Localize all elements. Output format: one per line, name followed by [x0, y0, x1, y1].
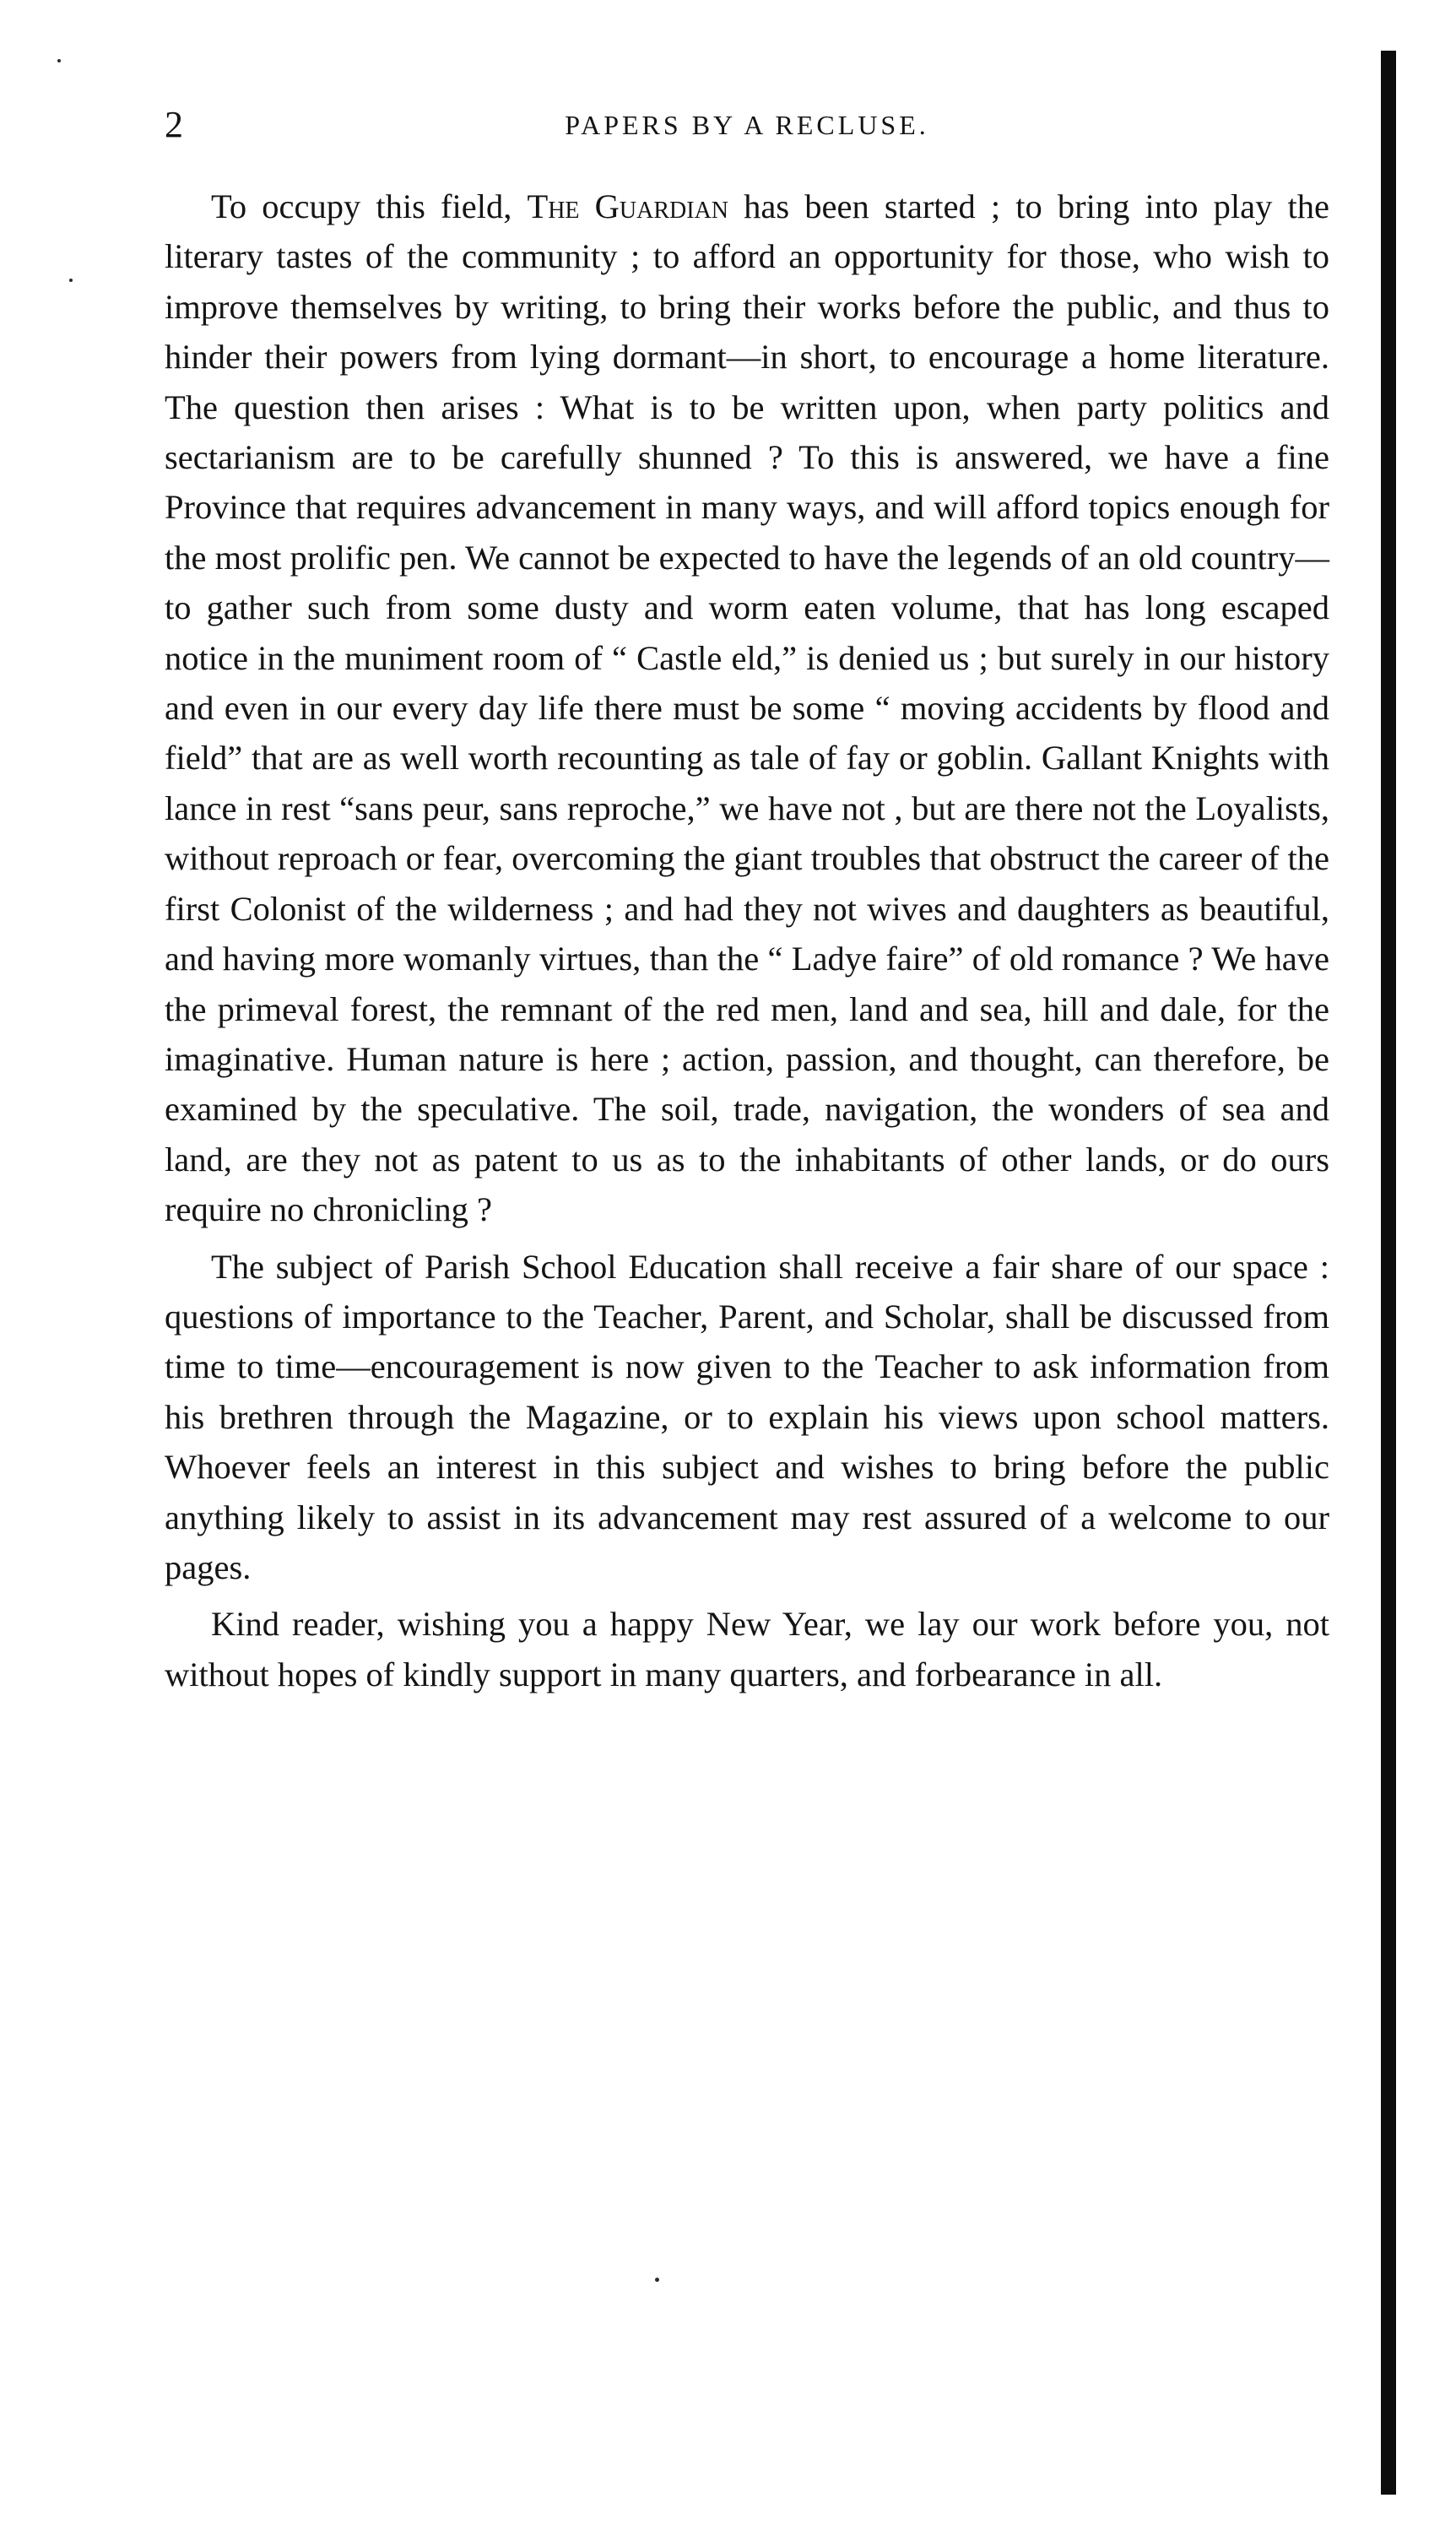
running-header [165, 100, 1329, 150]
body-text [165, 182, 1329, 1699]
ink-speck [655, 2278, 659, 2282]
paragraph-1-rest: has been started ; to bring into play the literary tastes of the community ; to afford an opportunity for those, who wish to improve themselves by writing, to bring their works before the public, and thus to hinder their powers from lying dormant—in short, to encourage a home literature. The question then arises : What is to be written upon, when party politics and sectarianism are to be carefully shunned ? To this is answered, we have a fine Province that requires advancement in many ways, and will afford topics enough for the most prolific pen. We cannot be expected to have the legends of an old country—to gather such from some dusty and worm eaten volume, that has long escaped notice in the muniment room of “ Castle eld,” is denied us ; but surely in our history and even in our every day life there must be some “ moving accidents by flood and field” that are as well worth recounting as tale of fay or goblin. Gallant Knights with lance in rest “sans peur, sans reproche,” we have not , but are there not the Loyalists, without reproach or fear, overcoming the giant troubles that obstruct the career of the first Colonist of the wilderness ; and had they not wives and daughters as beautiful, and having more womanly virtues, than the “ Ladye faire” of old romance ? We have the primeval forest, the remnant of the red men, land and sea, hill and dale, for the imaginative. Human nature is here ; action, passion, and thought, can therefore, be examined by the speculative. The soil, trade, navigation, the wonders of sea and land, are they not as patent to us as to the inhabitants of other lands, or do ours require no chronicling ? [165, 187, 1329, 1229]
running-title: PAPERS BY A RECLUSE. [565, 110, 929, 140]
ink-speck [57, 59, 61, 62]
page-edge-shadow [1381, 51, 1396, 2495]
paragraph-1 [165, 182, 1329, 1235]
paragraph-1-lead: To occupy this field, [211, 187, 528, 225]
ink-speck [69, 279, 73, 282]
paragraph-2: The subject of Parish School Education shall receive a fair share of our space : questions of importance to the Teacher, Parent, and Scholar, shall be discussed from time to time—encouragement is now given to the Teacher to ask information from his brethren through the Magazine, or to explain his views upon school matters. Whoever feels an interest in this subject and wishes to bring before the public anything likely to assist in its advancement may rest assured of a welcome to our pages. [165, 1247, 1329, 1586]
paragraph-3: Kind reader, wishing you a happy New Year, we lay our work before you, not without hopes of kindly support in many quarters, and forbearance in all. [165, 1605, 1329, 1693]
magazine-name: The Guardian [527, 187, 729, 225]
page-number: 2 [165, 104, 183, 145]
